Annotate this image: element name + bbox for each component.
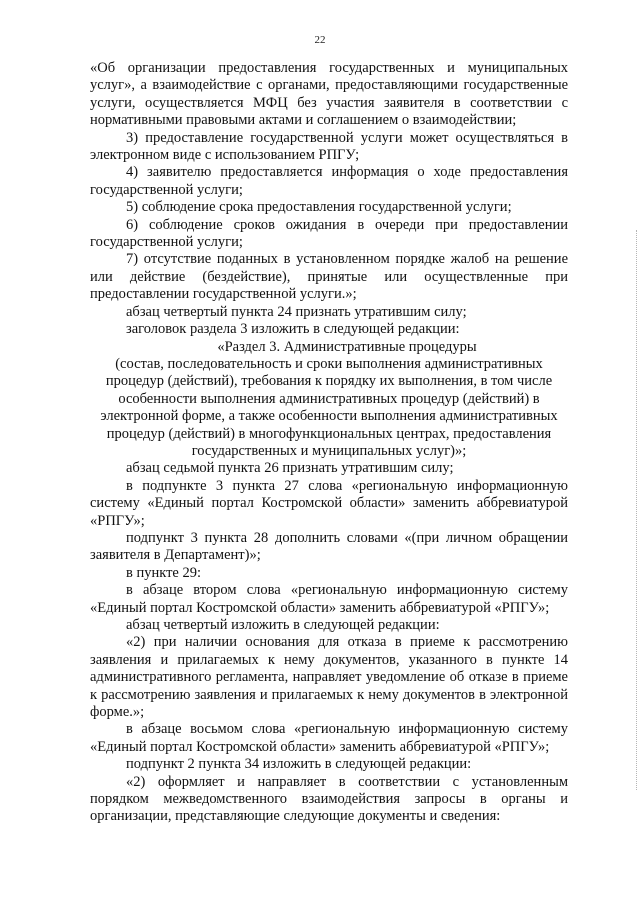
page-number: 22 (314, 34, 326, 46)
paragraph: в абзаце восьмом слова «региональную информационную систему «Единый портал Костромской области» заменить аббревиатурой «РПГУ»; (90, 721, 568, 755)
paragraph: абзац четвертый пункта 24 признать утратившим силу; (126, 303, 467, 320)
paragraph: в пункте 29: (126, 564, 202, 581)
paragraph: в абзаце втором слова «региональную информационную систему «Единый портал Костромской области» заменить аббревиатурой «РПГУ»; (90, 582, 568, 616)
paragraph: 4) заявителю предоставляется информация о ходе предоставления государственной услуги; (90, 164, 568, 198)
paragraph: 7) отсутствие поданных в установленном порядке жалоб на решение или действие (бездействие), принятые или осуществленные при предоставлении государственной услуги.»; (90, 251, 568, 303)
paragraph: подпункт 2 пункта 34 изложить в следующей редакции: (126, 756, 472, 773)
paragraph: «2) при наличии основания для отказа в приеме к рассмотрению заявления и прилагаемых к нему документов, указанного в пункте 14 административного регламента, направляет уведомление об отказе в приеме к рассмотрению заявления и прилагаемых к нему документов в электронной форме.»; (90, 634, 568, 721)
paragraph: в подпункте 3 пункта 27 слова «региональную информационную систему «Единый портал Костромской области» заменить аббревиатурой «РПГУ»; (90, 477, 568, 529)
section-heading: «Раздел 3. Административные процедуры (217, 338, 477, 355)
paragraph: 3) предоставление государственной услуги может осуществляться в электронном виде с использованием РПГУ; (90, 129, 568, 164)
document-body (90, 60, 568, 826)
paragraph: 5) соблюдение срока предоставления государственной услуги; (126, 199, 512, 216)
paragraph: абзац четвертый изложить в следующей редакции: (126, 617, 440, 633)
paragraph: абзац седьмой пункта 26 признать утратившим силу; (126, 460, 454, 477)
paragraph: «Об организации предоставления государственных и муниципальных услуг», а взаимодействие с органами, предоставляющими государственные услуги, осуществляется МФЦ без участия заявителя в соответствии с нормативными правовыми актами и соглашением о взаимодействии; (90, 60, 568, 129)
paragraph: «2) оформляет и направляет в соответствии с установленным порядком межведомственного взаимодействия запросы в органы и организации, представляющие следующие документы и сведения: (90, 773, 568, 825)
paragraph: заголовок раздела 3 изложить в следующей редакции: (126, 321, 460, 338)
scan-margin-marks (632, 230, 637, 790)
paragraph: подпункт 3 пункта 28 дополнить словами «(при личном обращении заявителя в Департамент)»; (90, 529, 568, 564)
section-subheading: (состав, последовательность и сроки выполнения административных процедур (действий), требования к порядку их выполнения, в том числе особенности выполнения административных процедур (действий) в электронной форме, а также особенности выполнения административных процедур (действий) в многофункциональных центрах, предоставления государственных и муниципальных услуг)»; (100, 355, 558, 459)
paragraph: 6) соблюдение сроков ожидания в очереди при предоставлении государственной услуги; (90, 216, 568, 251)
